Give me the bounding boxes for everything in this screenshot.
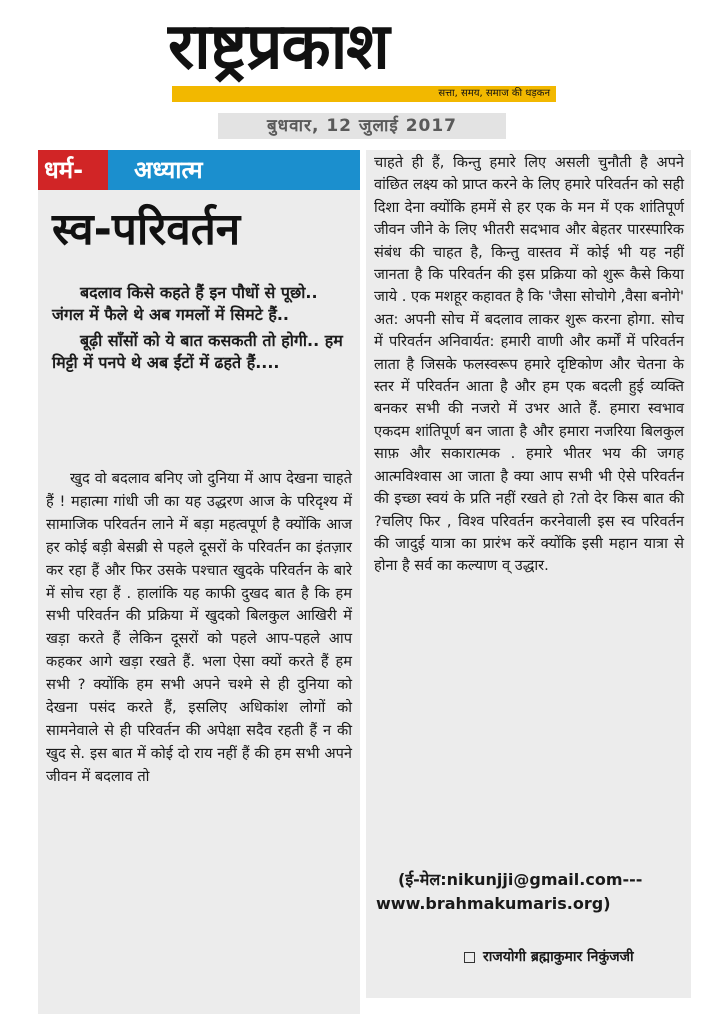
square-bullet-icon [464,952,475,963]
article-body-left [46,468,352,789]
section-tag [38,150,360,190]
article-right-column [366,150,691,998]
author-website: www.brahmakumaris.org) [376,894,611,913]
masthead [168,10,556,106]
section-tag-spirituality: अध्यात्म [134,156,203,184]
article-intro-verse [52,282,352,378]
author-email: (ई-मेल:nikunjji@gmail.com--- [398,870,643,889]
body-paragraph-right: चाहते ही हैं, किन्तु हमारे लिए असली चुनौती है अपने वांछित लक्ष्य को प्राप्त करने के लिए हमारे परिवर्तन को सही दिशा देना क्योंकि हममें से हर एक के मन में एक शांतिपूर्ण जीवन जीने के लिए भीतरी सदभाव और बेहतर पारस्पारिक संबंध की चाहत है, किन्तु वास्तव में कोई भी यह नहीं जानता है कि परिवर्तन की इस प्रक्रिया को शुरू कैसे किया जाये . एक मशहूर कहावत है कि 'जैसा सोचोगे ,वैसा बनोगे' अत: अपनी सोच में बदलाव लाकर शुरू करना होगा. सोच में परिवर्तन अनिवार्यत: हमारी वाणी और कर्मों में परिवर्तन लाता है जिसके फलस्वरूप हमारे दृष्टिकोण और चेतना के स्तर में परिवर्तन आता है और हम एक बदली हुई व्यक्ति बनकर सभी की नजरो में उभर आते हैं. हमारा स्वभाव एकदम शांतिपूर्ण बन जाता है और हमारा नजरिया बिलकुल साफ़ और सकारात्मक . हमारे भीतर भय की जगह आत्मविश्वास आ जाता है क्या आप सभी भी ऐसे परिवर्तन की इच्छा स्वयं के प्रति नहीं रखते हो ?तो देर किस बात की ?चलिए फिर , विश्व परिवर्तन करनेवाली इस स्व परिवर्तन की जादुई यात्रा का प्रारंभ करें क्योंकि इसी महान यात्रा से होना है सर्व का कल्याण व् उद्धार. [374,154,684,575]
author-contact [376,868,682,916]
dateline: बुधवार, 12 जुलाई 2017 [218,113,506,139]
article-headline: स्व-परिवर्तन [52,204,241,255]
intro-verse-2: बूढ़ी साँसों को ये बात कसकती तो होगी.. हम मिट्टी में पनपे थे अब ईंटों में ढहते हैं.... [52,331,343,372]
article-body-right [374,152,684,578]
newspaper-tagline: सत्ता, समय, समाज की धड़कन [438,88,550,99]
intro-verse-1: बदलाव किसे कहते हैं इन पौधों से पूछो.. जंगल में फैले थे अब गमलों में सिमटे हैं.. [52,283,318,324]
section-tag-religion: धर्म- [44,156,84,184]
body-paragraph-left: खुद वो बदलाव बनिए जो दुनिया में आप देखना चाहते हैं ! महात्मा गांधी जी का यह उद्धरण आज के परिदृश्य में सामाजिक परिवर्तन लाने में बड़ा महत्वपूर्ण है क्योंकि आज हर कोई बड़ी बेसब्री से पहले दूसरों के परिवर्तन का इंतज़ार कर रहा हैं और फिर उसके पश्चात खुदके परिवर्तन के बारे में सोच रहा हैं . हालांकि यह काफी दुखद बात है कि हम सभी परिवर्तन की प्रक्रिया में खुदको बिलकुल आखिरी में खड़ा करते हैं लेकिन दूसरों को पहले आप-पहले आप कहकर आगे खड़ा रखते हैं. भला ऐसा क्यों करते हैं हम सभी ? क्योंकि हम सभी अपने चश्मे से ही दुनिया को देखना पसंद करते हैं, इसलिए अधिकांश लोगों को सामनेवाले से ही परिवर्तन की अपेक्षा सदैव रहती हैं न की खुद से. इस बात में कोई दो राय नहीं हैं की हम सभी अपने जीवन में बदलाव तो [46,470,352,785]
author-name: राजयोगी ब्रह्माकुमार निकुंजजी [483,949,634,965]
article-left-column [38,150,360,1014]
author-byline [464,946,634,968]
newspaper-title: राष्ट्रप्रकाश [168,10,389,84]
